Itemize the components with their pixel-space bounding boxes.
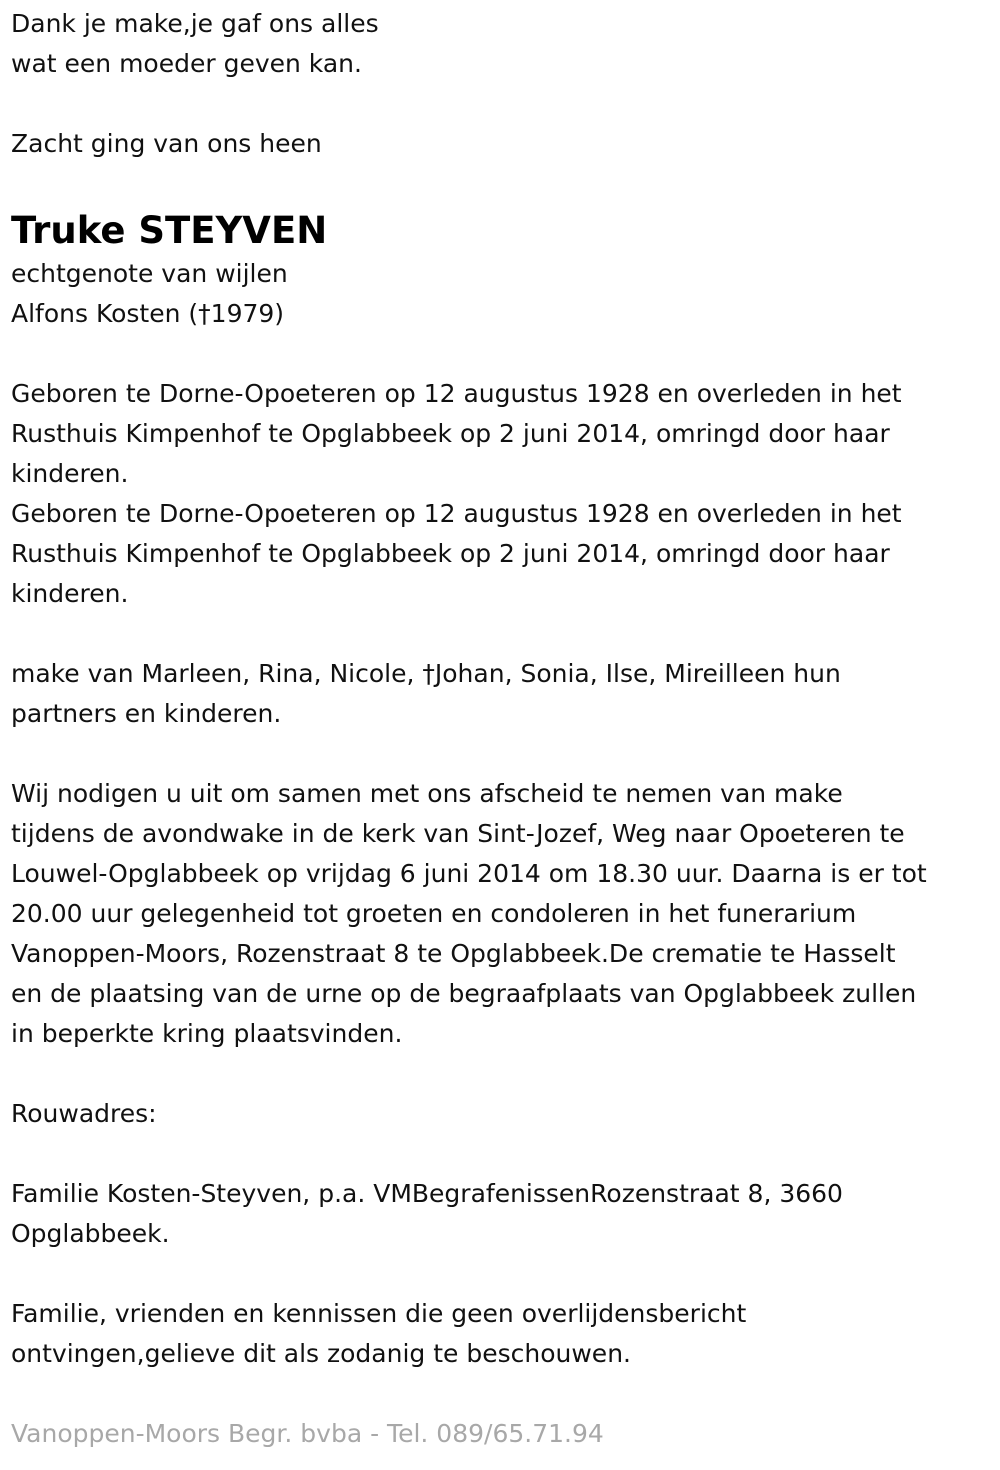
intro-text: Zacht ging van ons heen <box>11 129 322 158</box>
address-line: Familie Kosten-Steyven, p.a. VMBegrafenissenRozenstraat 8, 3660 <box>11 1179 843 1208</box>
mourning-address <box>11 1174 986 1254</box>
poem <box>11 4 986 84</box>
family-block <box>11 654 986 734</box>
invitation-block <box>11 774 986 1054</box>
spacer <box>11 1254 986 1294</box>
birth-death-line: Rusthuis Kimpenhof te Opglabbeek op 2 juni 2014, omringd door haar <box>11 539 890 568</box>
obituary-document <box>11 4 986 1374</box>
invitation-line: in beperkte kring plaatsvinden. <box>11 1019 403 1048</box>
spacer <box>11 164 986 204</box>
notice-block <box>11 1294 986 1374</box>
poem-line: Dank je make,je gaf ons alles <box>11 9 379 38</box>
family-line: make van Marleen, Rina, Nicole, †Johan, Sonia, Ilse, Mireilleen hun <box>11 659 841 688</box>
notice-line: ontvingen,gelieve dit als zodanig te beschouwen. <box>11 1339 631 1368</box>
relation-line: echtgenote van wijlen <box>11 259 288 288</box>
spacer <box>11 734 986 774</box>
invitation-line: Louwel-Opglabbeek op vrijdag 6 juni 2014 om 18.30 uur. Daarna is er tot <box>11 859 927 888</box>
spacer <box>11 614 986 654</box>
relation-line: Alfons Kosten (†1979) <box>11 299 285 328</box>
spacer <box>11 1054 986 1094</box>
birth-death-line: Geboren te Dorne-Opoeteren op 12 augustus 1928 en overleden in het <box>11 379 902 408</box>
spacer <box>11 1134 986 1174</box>
funeral-home-footer: Vanoppen-Moors Begr. bvba - Tel. 089/65.71.94 <box>11 1419 604 1448</box>
mourning-address-label: Rouwadres: <box>11 1099 157 1128</box>
birth-death-line: kinderen. <box>11 579 129 608</box>
invitation-line: en de plaatsing van de urne op de begraafplaats van Opglabbeek zullen <box>11 979 917 1008</box>
deceased-name: Truke STEYVEN <box>11 209 328 252</box>
invitation-line: Vanoppen-Moors, Rozenstraat 8 te Opglabbeek.De crematie te Hasselt <box>11 939 896 968</box>
address-line: Opglabbeek. <box>11 1219 170 1248</box>
spacer <box>11 334 986 374</box>
birth-death-line: Geboren te Dorne-Opoeteren op 12 augustus 1928 en overleden in het <box>11 499 902 528</box>
birth-death-block <box>11 374 986 614</box>
spacer <box>11 84 986 124</box>
invitation-line: 20.00 uur gelegenheid tot groeten en condoleren in het funerarium <box>11 899 857 928</box>
notice-line: Familie, vrienden en kennissen die geen overlijdensbericht <box>11 1299 747 1328</box>
family-line: partners en kinderen. <box>11 699 282 728</box>
birth-death-line: Rusthuis Kimpenhof te Opglabbeek op 2 juni 2014, omringd door haar <box>11 419 890 448</box>
poem-line: wat een moeder geven kan. <box>11 49 362 78</box>
invitation-line: tijdens de avondwake in de kerk van Sint-Jozef, Weg naar Opoeteren te <box>11 819 905 848</box>
invitation-line: Wij nodigen u uit om samen met ons afscheid te nemen van make <box>11 779 843 808</box>
birth-death-line: kinderen. <box>11 459 129 488</box>
